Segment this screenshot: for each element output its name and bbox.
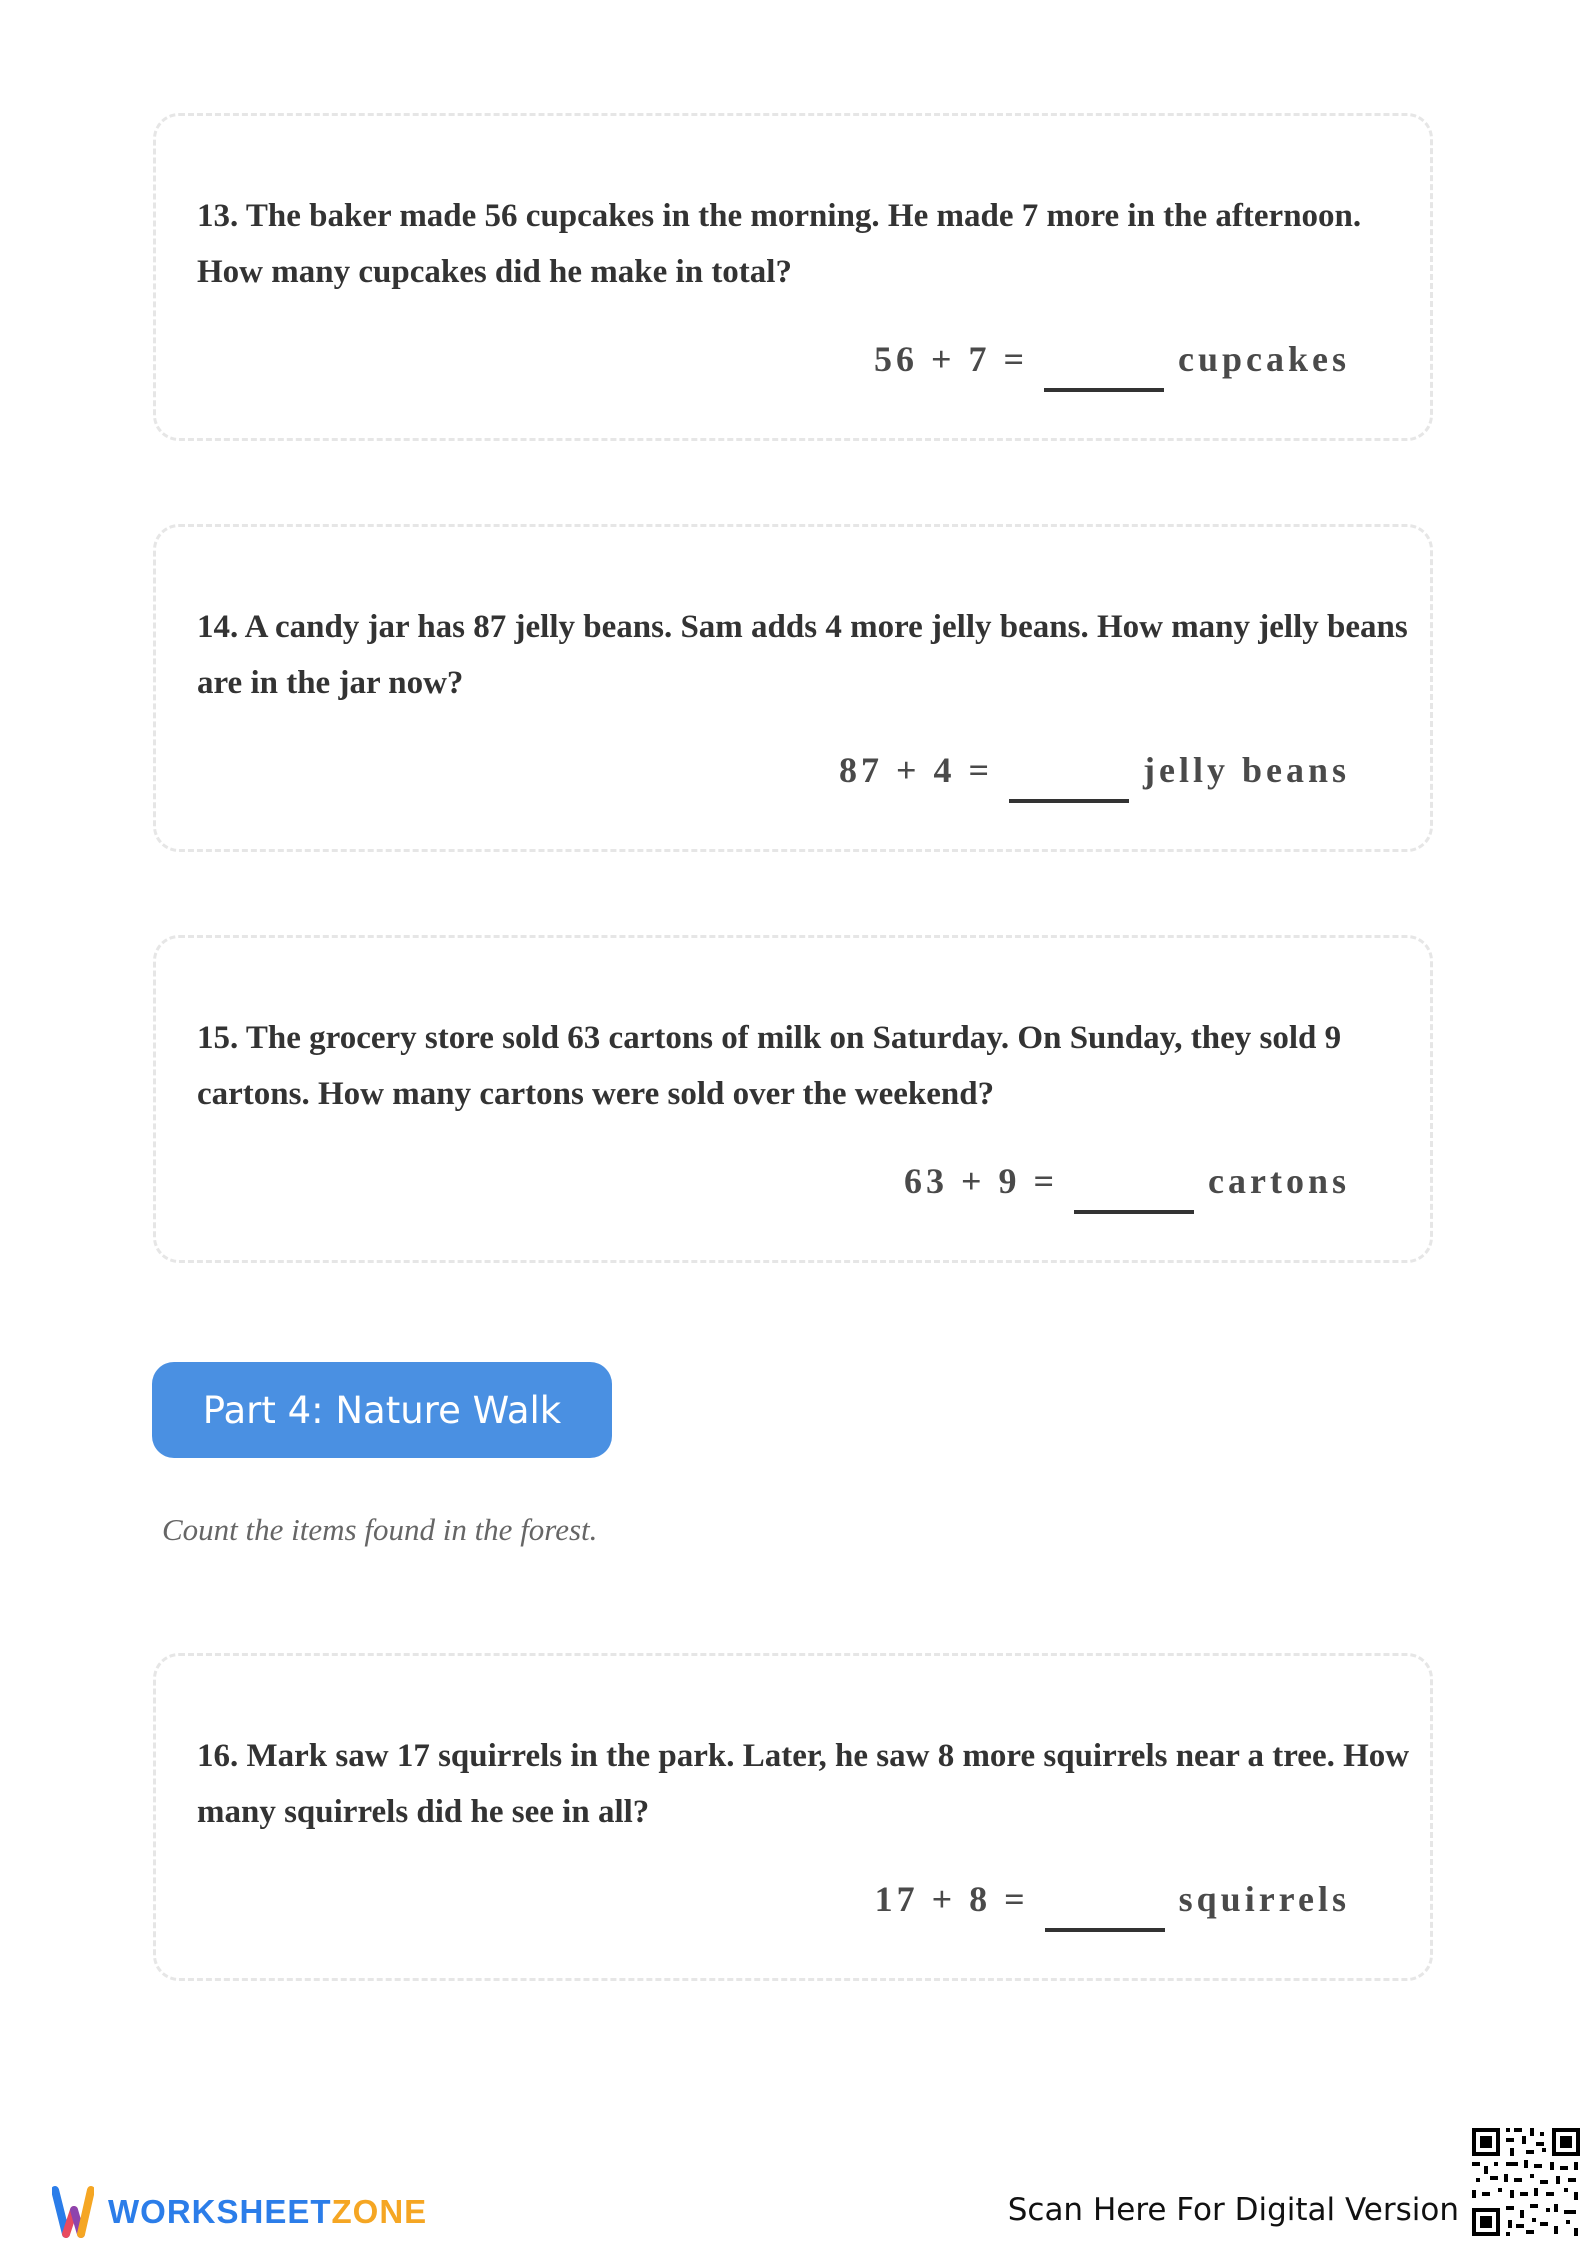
equation bbox=[874, 338, 1350, 380]
logo-wordmark bbox=[108, 2193, 427, 2231]
equation-expression: 63 + 9 = bbox=[903, 1161, 1059, 1201]
question-text: 13. The baker made 56 cupcakes in the morning. He made 7 more in the afternoon. How many cupcakes did he make in total? bbox=[197, 198, 1362, 290]
part-instruction: Count the items found in the forest. bbox=[162, 1512, 598, 1547]
equation bbox=[875, 1878, 1350, 1920]
qr-code-icon[interactable] bbox=[1470, 2126, 1582, 2238]
equation-unit: cupcakes bbox=[1177, 339, 1350, 379]
equation-expression: 56 + 7 = bbox=[873, 339, 1028, 379]
problem-card-16 bbox=[153, 1653, 1433, 1981]
w-logo-icon bbox=[52, 2184, 94, 2240]
problem-card-14 bbox=[153, 524, 1433, 852]
answer-blank[interactable] bbox=[1044, 388, 1164, 392]
equation-expression: 17 + 8 = bbox=[874, 1879, 1029, 1919]
answer-blank[interactable] bbox=[1045, 1928, 1165, 1932]
equation-unit: jelly beans bbox=[1142, 750, 1350, 790]
question-text: 16. Mark saw 17 squirrels in the park. Later, he saw 8 more squirrels near a tree. How many squirrels did he see in all? bbox=[197, 1738, 1410, 1830]
part-title-badge: Part 4: Nature Walk bbox=[152, 1362, 612, 1458]
equation-unit: cartons bbox=[1208, 1161, 1350, 1201]
problem-card-13 bbox=[153, 113, 1433, 441]
answer-blank[interactable] bbox=[1074, 1210, 1194, 1214]
logo-text-worksheet: WORKSHEET bbox=[108, 2193, 332, 2230]
equation-expression: 87 + 4 = bbox=[838, 750, 993, 790]
worksheetzone-logo[interactable] bbox=[52, 2184, 427, 2240]
equation-unit: squirrels bbox=[1178, 1879, 1350, 1919]
question-text: 15. The grocery store sold 63 cartons of milk on Saturday. On Sunday, they sold 9 cartons. How many cartons were sold over the weekend? bbox=[197, 1020, 1342, 1112]
answer-blank[interactable] bbox=[1009, 799, 1129, 803]
equation bbox=[839, 749, 1350, 791]
question-text: 14. A candy jar has 87 jelly beans. Sam adds 4 more jelly beans. How many jelly beans are in the jar now? bbox=[197, 609, 1408, 701]
logo-text-zone: ZONE bbox=[331, 2193, 428, 2230]
scan-instruction: Scan Here For Digital Version bbox=[1007, 2192, 1459, 2228]
equation bbox=[904, 1160, 1350, 1202]
problem-card-15 bbox=[153, 935, 1433, 1263]
